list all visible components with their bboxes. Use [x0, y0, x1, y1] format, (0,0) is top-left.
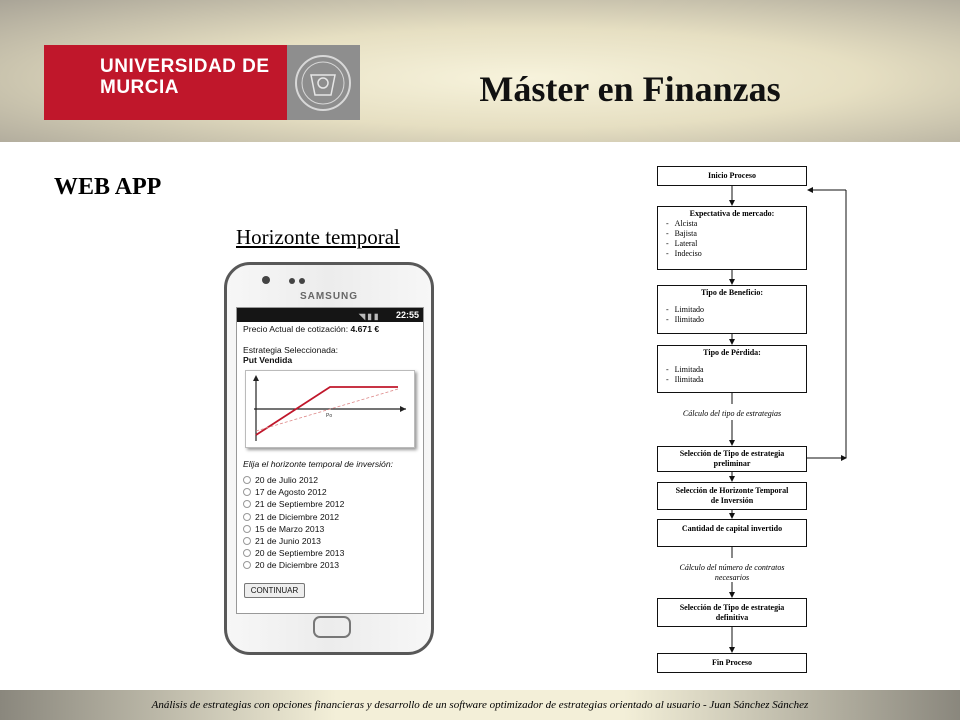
page-title: Máster en Finanzas: [479, 69, 781, 109]
radio-option[interactable]: 20 de Diciembre 2013: [243, 559, 344, 571]
underlying-line: [256, 389, 398, 431]
flow-seleccion-definitiva: Selección de Tipo de estrategia definitiva: [657, 598, 807, 627]
phone-brand: SAMSUNG: [299, 291, 359, 302]
radio-icon[interactable]: [243, 561, 251, 569]
phone-screen: [236, 307, 424, 614]
flow-expectativa: Expectativa de mercado: - Alcista - Bajista - Lateral - Indeciso: [657, 206, 807, 270]
university-seal-icon: [287, 45, 360, 120]
price-value: 4.671 €: [350, 324, 380, 334]
radio-icon[interactable]: [243, 476, 251, 484]
payoff-chart: [245, 370, 415, 448]
radio-option[interactable]: 15 de Marzo 2013: [243, 523, 344, 535]
price-line: [243, 324, 379, 334]
flow-seleccion-horizonte: Selección de Horizonte Temporal de Inversión: [657, 482, 807, 510]
radio-option[interactable]: 20 de Septiembre 2013: [243, 547, 344, 559]
radio-icon[interactable]: [243, 525, 251, 533]
camera-icon: [262, 276, 270, 284]
radio-option[interactable]: 21 de Septiembre 2012: [243, 498, 344, 510]
section-title: WEB APP: [54, 174, 162, 200]
payoff-line: [256, 387, 398, 435]
subtitle: Horizonte temporal: [236, 225, 400, 249]
strategy-name: Put Vendida: [243, 355, 293, 365]
radio-option[interactable]: 21 de Diciembre 2012: [243, 511, 344, 523]
status-time: 22:55: [395, 310, 419, 320]
logo-line-1: UNIVERSIDAD DE: [100, 56, 270, 77]
radio-option[interactable]: 21 de Junio 2013: [243, 535, 344, 547]
radio-icon[interactable]: [243, 513, 251, 521]
radio-option[interactable]: 20 de Julio 2012: [243, 474, 344, 486]
flow-fin: Fin Proceso: [657, 653, 807, 673]
horizon-prompt: Elija el horizonte temporal de inversión:: [243, 459, 393, 469]
radio-icon[interactable]: [243, 537, 251, 545]
logo-line-2: MURCIA: [100, 77, 179, 98]
signal-icon: ◥ ▮ ▮: [359, 312, 379, 321]
horizon-options: [243, 474, 344, 572]
flow-inicio: Inicio Proceso: [657, 166, 807, 186]
footer-text: Análisis de estrategias con opciones financieras y desarrollo de un software optimizador de estrategias orientado al usuario - Juan Sánchez Sánchez: [151, 699, 809, 711]
flow-perdida: Tipo de Pérdida: - Limitada - Ilimitada: [657, 345, 807, 393]
flow-beneficio: Tipo de Beneficio: - Limitado - Ilimitado: [657, 285, 807, 334]
radio-icon[interactable]: [243, 500, 251, 508]
flow-capital: Cantidad de capital invertido: [657, 519, 807, 547]
university-logo: [44, 45, 317, 120]
slide-footer: [0, 690, 960, 720]
process-flowchart: [640, 158, 860, 678]
sensor-icon: [299, 278, 305, 284]
radio-icon[interactable]: [243, 488, 251, 496]
strategy-label: Estrategia Seleccionada:: [243, 345, 339, 355]
price-label: Precio Actual de cotización:: [243, 324, 351, 334]
slide-header: [0, 0, 960, 142]
status-bar: [237, 308, 423, 322]
continue-button[interactable]: CONTINUAR: [244, 583, 305, 598]
axis-label-po: Po: [326, 413, 333, 419]
home-button[interactable]: [313, 616, 351, 638]
sensor-icon: [289, 278, 295, 284]
radio-icon[interactable]: [243, 549, 251, 557]
flow-calculo-estrategias: Cálculo del tipo de estrategias: [682, 409, 782, 418]
radio-option[interactable]: 17 de Agosto 2012: [243, 486, 344, 498]
flow-calculo-contratos: Cálculo del número de contratos necesarios: [679, 563, 785, 582]
phone-mockup: [224, 262, 434, 655]
flow-seleccion-preliminar: Selección de Tipo de estrategia preliminar: [657, 446, 807, 472]
